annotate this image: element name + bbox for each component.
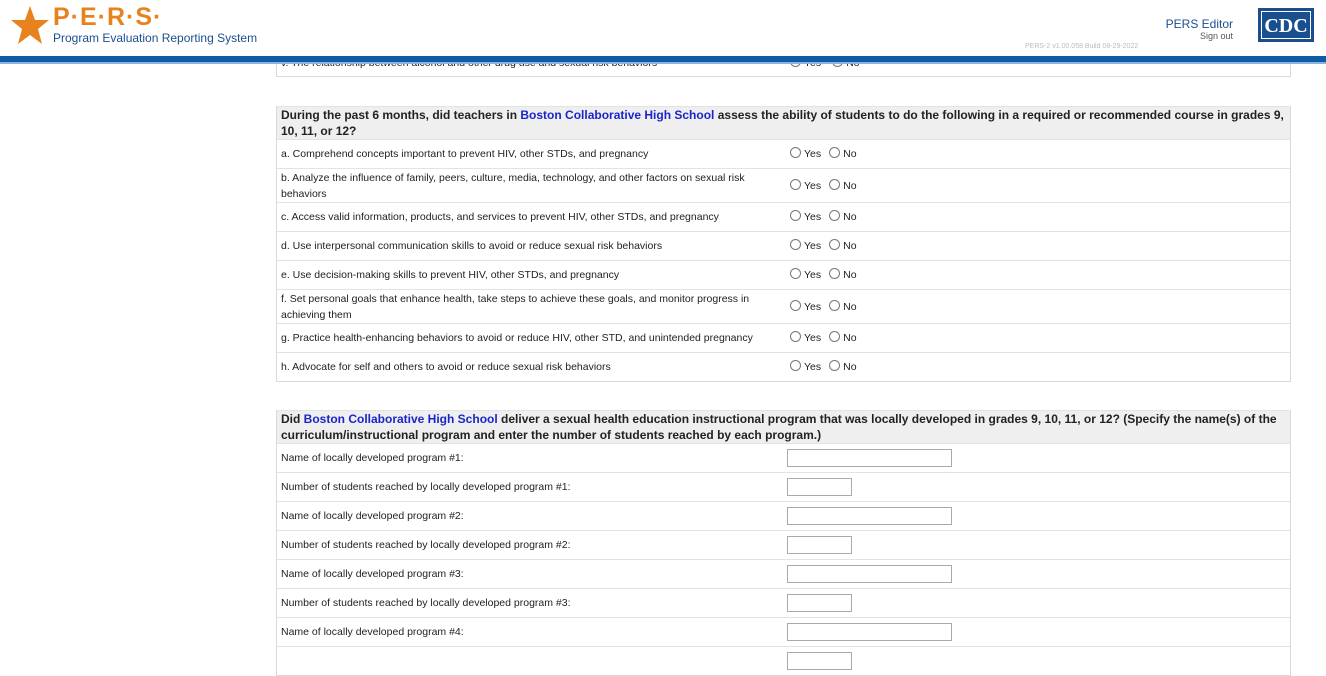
students-reached-row-3	[277, 588, 1290, 617]
yes-label: Yes	[804, 240, 822, 252]
question-row-a	[277, 139, 1290, 168]
no-radio[interactable]	[829, 239, 840, 250]
students-reached-row-1	[277, 472, 1290, 501]
heading-text: During the past 6 months, did teachers in	[281, 108, 521, 122]
logo-subtitle: Program Evaluation Reporting System	[53, 31, 258, 45]
yes-label: Yes	[804, 211, 822, 223]
yes-label: Yes	[804, 301, 822, 313]
app-header	[0, 0, 1326, 56]
pers-editor-link[interactable]: PERS Editor	[1165, 17, 1233, 31]
cdc-logo-text: CDC	[1261, 11, 1311, 39]
school-name: Boston Collaborative High School	[303, 412, 498, 426]
program-name-input-2[interactable]	[787, 507, 952, 525]
survey-content	[276, 50, 1291, 676]
no-label: No	[843, 240, 857, 252]
question-row-e	[277, 260, 1290, 289]
question-heading	[277, 411, 1290, 443]
question-row-b	[277, 168, 1290, 202]
no-radio[interactable]	[829, 360, 840, 371]
locally-developed-program-section	[276, 410, 1291, 676]
row-label: Name of locally developed program #2:	[281, 510, 464, 522]
row-label: d. Use interpersonal communication skills to avoid or reduce sexual risk behaviors	[281, 240, 663, 252]
program-name-input-3[interactable]	[787, 565, 952, 583]
yes-radio[interactable]	[790, 147, 801, 158]
yes-no-group	[790, 268, 857, 281]
row-label: h. Advocate for self and others to avoid or reduce sexual risk behaviors	[281, 361, 611, 373]
yes-label: Yes	[804, 361, 822, 373]
no-radio[interactable]	[829, 179, 840, 190]
row-label: f. Set personal goals that enhance health, take steps to achieve these goals, and monitor progress in achieving them	[281, 293, 750, 321]
yes-no-group	[790, 360, 857, 373]
students-reached-input-1[interactable]	[787, 478, 852, 496]
heading-text: Did	[281, 412, 304, 426]
question-row-d	[277, 231, 1290, 260]
version-text: PERS-2 v1.00.058 Build 08-29-2022	[1025, 43, 1139, 50]
question-row-c	[277, 202, 1290, 231]
no-radio[interactable]	[829, 268, 840, 279]
school-name: Boston Collaborative High School	[520, 108, 715, 122]
students-reached-input-3[interactable]	[787, 594, 852, 612]
yes-label: Yes	[804, 148, 822, 160]
no-label: No	[843, 148, 857, 160]
no-label: No	[843, 269, 857, 281]
yes-radio[interactable]	[790, 300, 801, 311]
yes-no-group	[790, 239, 857, 252]
yes-no-group	[790, 300, 857, 313]
cdc-logo	[1258, 8, 1314, 42]
program-name-input-1[interactable]	[787, 449, 952, 467]
students-reached-input-2[interactable]	[787, 536, 852, 554]
program-name-row-1	[277, 443, 1290, 472]
no-radio[interactable]	[829, 210, 840, 221]
yes-radio[interactable]	[790, 268, 801, 279]
row-label: c. Access valid information, products, and services to prevent HIV, other STDs, and pregnancy	[281, 211, 719, 223]
assessment-question-section	[276, 106, 1291, 382]
row-label: Name of locally developed program #1:	[281, 452, 464, 464]
yes-no-group	[790, 179, 857, 192]
heading-text-end: assess the ability of students to do the following in a required or recommended course in grades 9, 10, 11, or 12?	[281, 108, 1284, 138]
row-label: Name of locally developed program #4:	[281, 626, 464, 638]
row-label: Number of students reached by locally developed program #2:	[281, 539, 571, 551]
heading-text-end: deliver a sexual health education instructional program that was locally developed in grades 9, 10, 11, or 12? (Specify the name(s) of the curriculum/instructional program and enter the number of students reached by each program.)	[281, 412, 1277, 442]
no-label: No	[843, 301, 857, 313]
no-label: No	[843, 332, 857, 344]
row-label: b. Analyze the influence of family, peers, culture, media, technology, and other factors on sexual risk behaviors	[281, 172, 745, 200]
row-label: Number of students reached by locally developed program #1:	[281, 481, 571, 493]
star-icon	[10, 5, 50, 45]
row-label: e. Use decision-making skills to prevent HIV, other STDs, and pregnancy	[281, 269, 620, 281]
question-row-f	[277, 289, 1290, 323]
row-label: Name of locally developed program #3:	[281, 568, 464, 580]
yes-no-group	[790, 331, 857, 344]
yes-label: Yes	[804, 180, 822, 192]
no-radio[interactable]	[829, 147, 840, 158]
yes-radio[interactable]	[790, 360, 801, 371]
program-name-row-4	[277, 617, 1290, 646]
question-row-h	[277, 352, 1290, 381]
no-label: No	[843, 180, 857, 192]
no-label: No	[843, 361, 857, 373]
program-name-row-2	[277, 501, 1290, 530]
yes-label: Yes	[804, 269, 822, 281]
question-row-g	[277, 323, 1290, 352]
question-heading	[277, 107, 1290, 139]
no-radio[interactable]	[829, 331, 840, 342]
yes-no-group	[790, 147, 857, 160]
no-radio[interactable]	[829, 300, 840, 311]
students-reached-row-4-partial	[277, 646, 1290, 675]
sign-out-link[interactable]: Sign out	[1199, 31, 1233, 41]
students-reached-input-4[interactable]	[787, 652, 852, 670]
yes-radio[interactable]	[790, 239, 801, 250]
header-accent-bar	[0, 62, 1326, 64]
yes-radio[interactable]	[790, 210, 801, 221]
logo-text: P·E·R·S·	[53, 3, 163, 31]
students-reached-row-2	[277, 530, 1290, 559]
yes-radio[interactable]	[790, 331, 801, 342]
row-label: Number of students reached by locally developed program #3:	[281, 597, 571, 609]
row-label: g. Practice health-enhancing behaviors to avoid or reduce HIV, other STD, and unintended pregnancy	[281, 332, 753, 344]
row-label: a. Comprehend concepts important to prevent HIV, other STDs, and pregnancy	[281, 148, 649, 160]
yes-label: Yes	[804, 332, 822, 344]
no-label: No	[843, 211, 857, 223]
program-name-input-4[interactable]	[787, 623, 952, 641]
yes-radio[interactable]	[790, 179, 801, 190]
yes-no-group	[790, 210, 857, 223]
program-name-row-3	[277, 559, 1290, 588]
